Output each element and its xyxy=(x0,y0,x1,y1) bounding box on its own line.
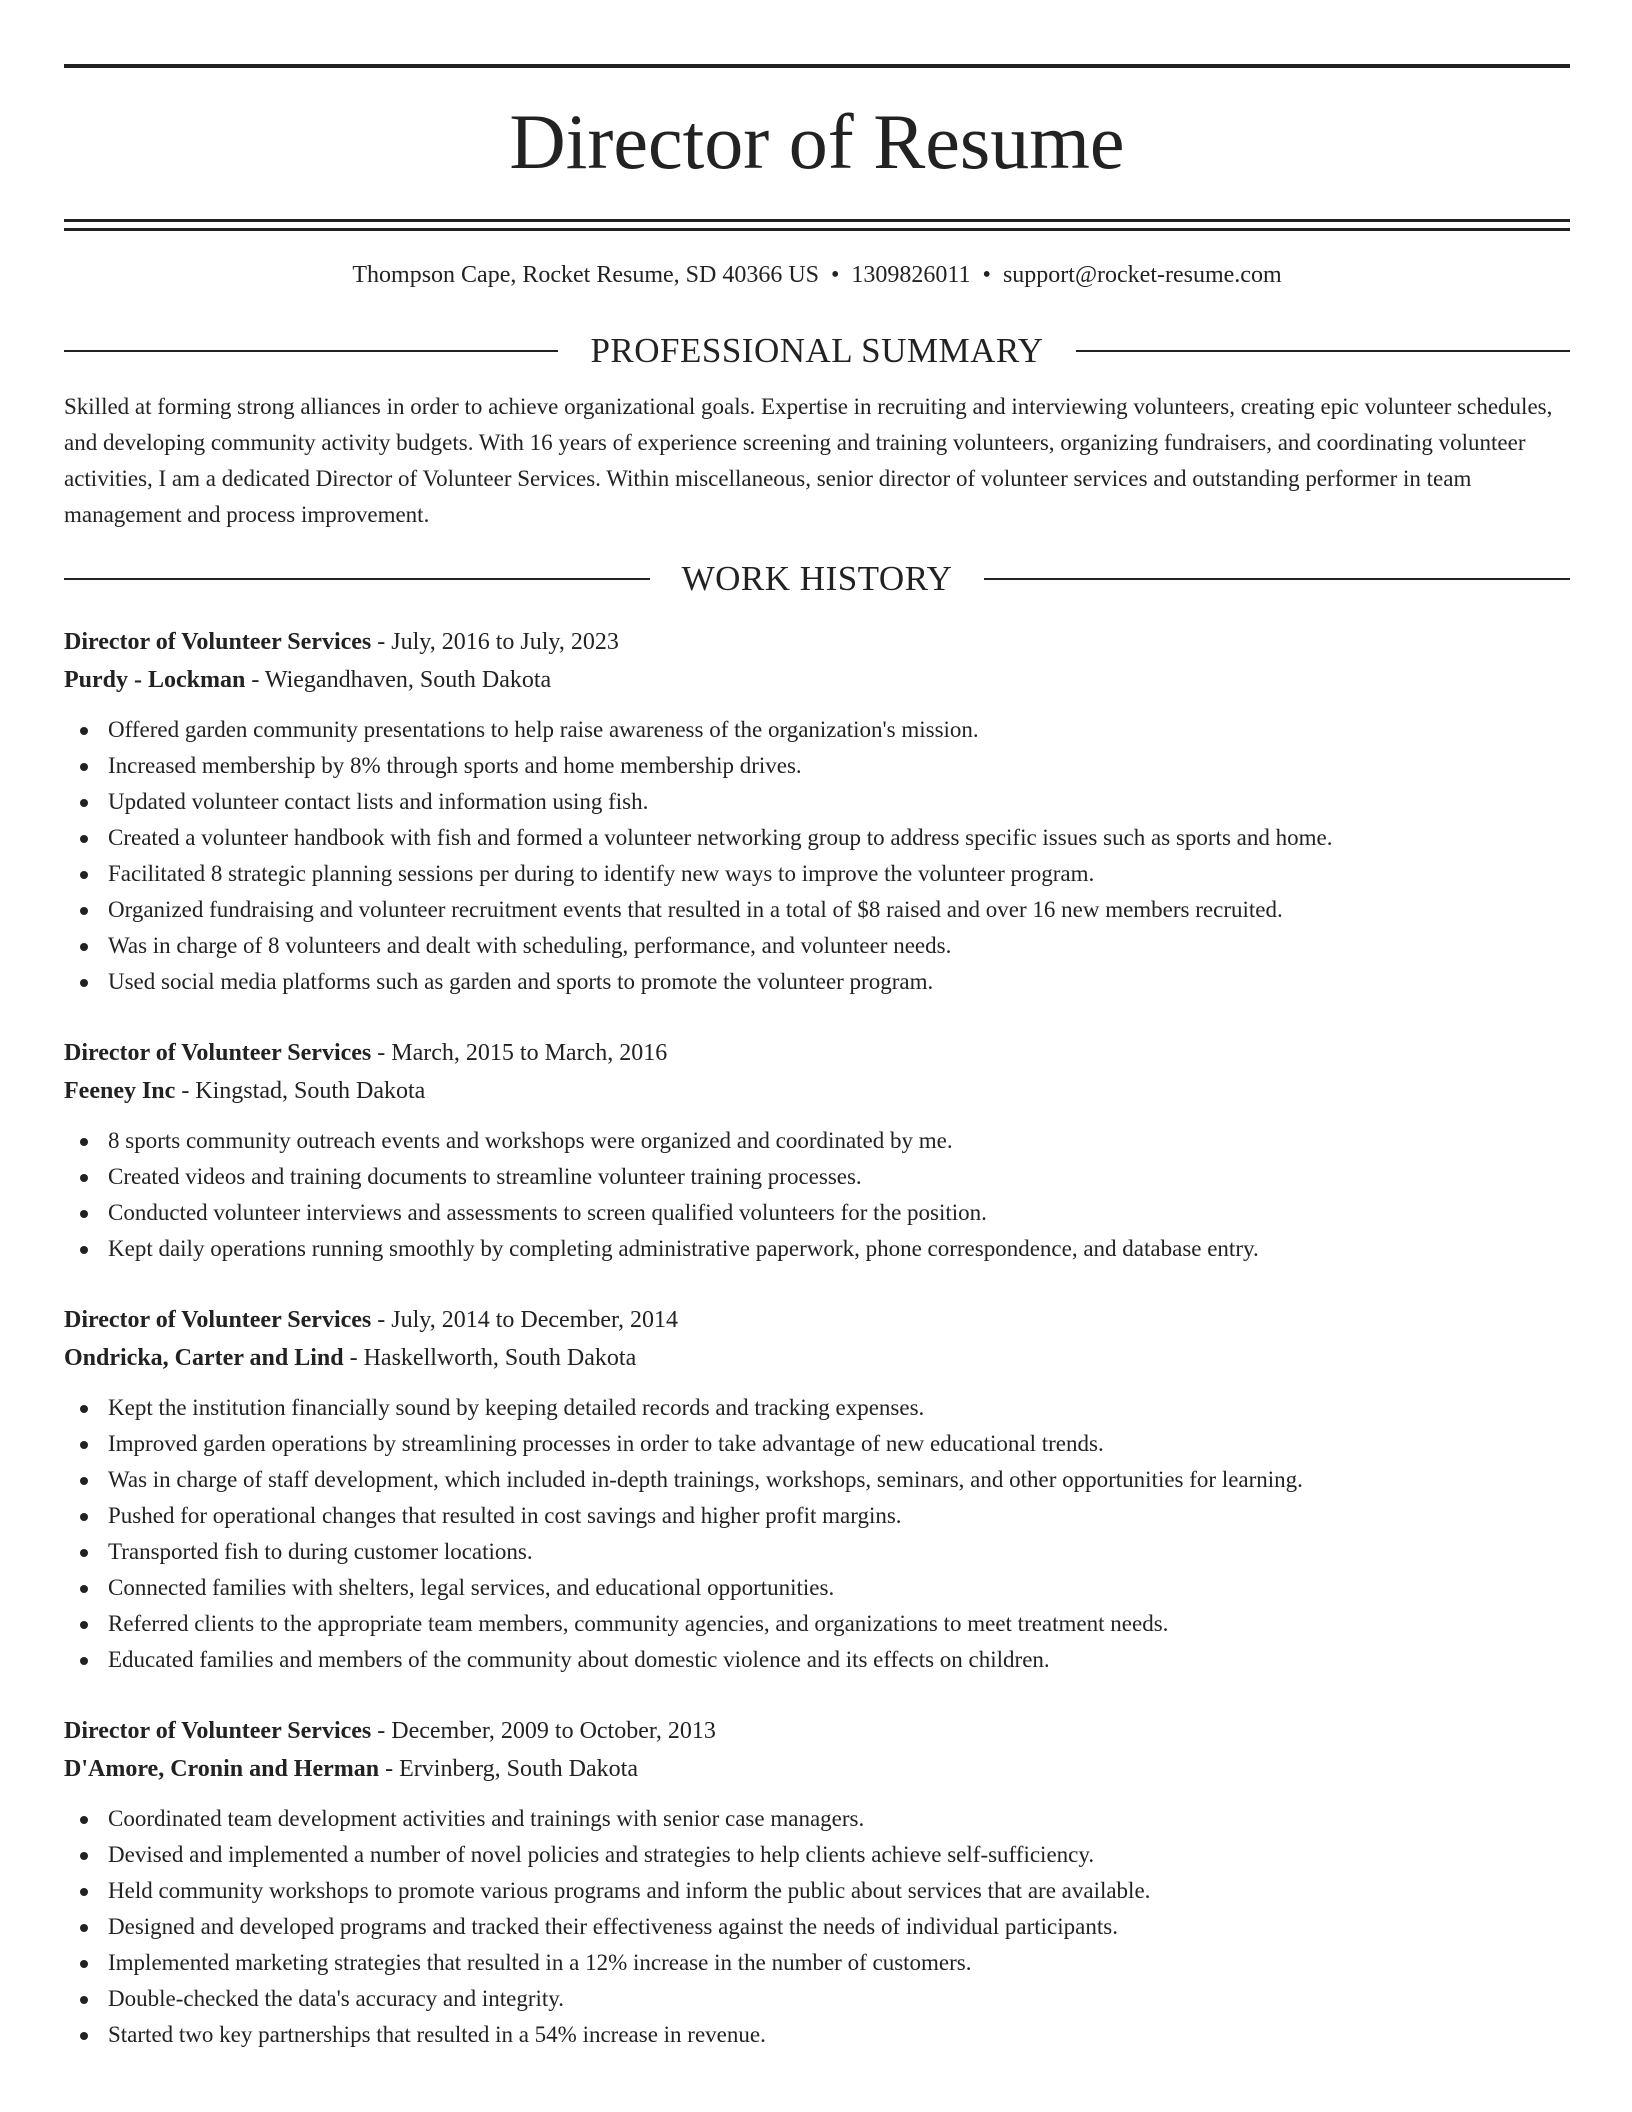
job-bullet-text: Used social media platforms such as garden and sports to promote the volunteer program. xyxy=(108,969,934,994)
job-title: Director of Volunteer Services xyxy=(64,1718,372,1744)
job-title: Director of Volunteer Services xyxy=(64,1307,372,1333)
job-dates: - July, 2016 to July, 2023 xyxy=(371,629,619,655)
bullet-dot-icon xyxy=(80,799,88,807)
job-company-line xyxy=(64,661,1570,699)
job-location: - Haskellworth, South Dakota xyxy=(343,1345,637,1371)
contact-phone: 1309826011 xyxy=(851,262,971,288)
job-bullet xyxy=(64,1909,1570,1945)
heading-rule-right xyxy=(1076,350,1570,352)
resume-name: Director of Resume xyxy=(509,98,1125,185)
bullet-dot-icon xyxy=(80,1960,88,1968)
top-rule xyxy=(64,64,1570,68)
job-title: Director of Volunteer Services xyxy=(64,629,372,655)
bullet-dot-icon xyxy=(80,1549,88,1557)
job-bullet-text: Transported fish to during customer locations. xyxy=(108,1539,533,1564)
contact-address: Thompson Cape, Rocket Resume, SD 40366 US xyxy=(352,262,820,288)
bullet-dot-icon xyxy=(80,1924,88,1932)
job-bullet-text: Was in charge of staff development, which included in-depth trainings, workshops, seminars, and other opportunities for learning. xyxy=(108,1467,1303,1492)
job-dates: - March, 2015 to March, 2016 xyxy=(371,1040,668,1066)
bullet-dot-icon xyxy=(80,1477,88,1485)
job-bullet xyxy=(64,928,1570,964)
job-company: D'Amore, Cronin and Herman xyxy=(64,1756,380,1782)
job-bullet xyxy=(64,1534,1570,1570)
job-bullet xyxy=(64,820,1570,856)
job-bullet-text: Connected families with shelters, legal services, and educational opportunities. xyxy=(108,1575,835,1600)
job-entry xyxy=(64,623,1570,1000)
bullet-dot-icon xyxy=(80,1210,88,1218)
job-bullet xyxy=(64,892,1570,928)
job-bullet-text: Conducted volunteer interviews and assessments to screen qualified volunteers for the position. xyxy=(108,1200,987,1225)
bullet-dot-icon xyxy=(80,1888,88,1896)
bullet-dot-icon xyxy=(80,835,88,843)
job-company: Purdy - Lockman xyxy=(64,667,246,693)
bullet-dot-icon xyxy=(80,1657,88,1665)
job-bullet-text: Kept daily operations running smoothly by completing administrative paperwork, phone correspondence, and database entry. xyxy=(108,1236,1259,1261)
job-bullet-list xyxy=(64,712,1570,1000)
job-bullet-text: Updated volunteer contact lists and information using fish. xyxy=(108,789,649,814)
job-title: Director of Volunteer Services xyxy=(64,1040,372,1066)
bullet-dot-icon xyxy=(80,1621,88,1629)
job-title-line xyxy=(64,1301,1570,1339)
job-bullet xyxy=(64,1195,1570,1231)
job-bullet xyxy=(64,712,1570,748)
job-bullet-text: Created videos and training documents to streamline volunteer training processes. xyxy=(108,1164,862,1189)
contact-separator: • xyxy=(982,262,991,288)
job-bullet-list xyxy=(64,1123,1570,1267)
job-bullet xyxy=(64,1426,1570,1462)
job-bullet-text: Devised and implemented a number of novel policies and strategies to help clients achieve self-sufficiency. xyxy=(108,1842,1095,1867)
job-bullet-text: Implemented marketing strategies that resulted in a 12% increase in the number of customers. xyxy=(108,1950,972,1975)
bullet-dot-icon xyxy=(80,727,88,735)
job-entry xyxy=(64,1301,1570,1678)
job-bullet-text: Offered garden community presentations to help raise awareness of the organization's mission. xyxy=(108,717,979,742)
job-bullet xyxy=(64,1606,1570,1642)
job-title-line xyxy=(64,1034,1570,1072)
job-location: - Ervinberg, South Dakota xyxy=(379,1756,638,1782)
job-bullet xyxy=(64,2017,1570,2053)
bullet-dot-icon xyxy=(80,1852,88,1860)
job-entry xyxy=(64,1712,1570,2053)
job-list xyxy=(64,623,1570,2053)
job-bullet-text: Referred clients to the appropriate team members, community agencies, and organizations to meet treatment needs. xyxy=(108,1611,1169,1636)
job-bullet xyxy=(64,1873,1570,1909)
job-bullet-text: Improved garden operations by streamlining processes in order to take advantage of new educational trends. xyxy=(108,1431,1104,1456)
bullet-dot-icon xyxy=(80,763,88,771)
bullet-dot-icon xyxy=(80,1174,88,1182)
bullet-dot-icon xyxy=(80,871,88,879)
contact-email: support@rocket-resume.com xyxy=(1002,262,1282,288)
bullet-dot-icon xyxy=(80,1816,88,1824)
job-bullet xyxy=(64,748,1570,784)
bullet-dot-icon xyxy=(80,1246,88,1254)
job-bullet-text: Kept the institution financially sound by keeping detailed records and tracking expenses. xyxy=(108,1395,925,1420)
bullet-dot-icon xyxy=(80,2032,88,2040)
job-company-line xyxy=(64,1072,1570,1110)
job-entry xyxy=(64,1034,1570,1267)
job-bullet xyxy=(64,1945,1570,1981)
bullet-dot-icon xyxy=(80,1138,88,1146)
job-bullet-text: 8 sports community outreach events and workshops were organized and coordinated by me. xyxy=(108,1128,953,1153)
job-bullet xyxy=(64,1642,1570,1678)
job-location: - Kingstad, South Dakota xyxy=(175,1078,426,1104)
bullet-dot-icon xyxy=(80,943,88,951)
job-company: Feeney Inc xyxy=(64,1078,176,1104)
job-location: - Wiegandhaven, South Dakota xyxy=(245,667,552,693)
bullet-dot-icon xyxy=(80,907,88,915)
work-history-heading-title: WORK HISTORY xyxy=(681,559,953,598)
job-bullet-text: Held community workshops to promote various programs and inform the public about services that are available. xyxy=(108,1878,1151,1903)
job-company-line xyxy=(64,1750,1570,1788)
summary-heading xyxy=(64,331,1570,371)
job-bullet-list xyxy=(64,1390,1570,1678)
job-bullet xyxy=(64,1837,1570,1873)
job-bullet-text: Coordinated team development activities and trainings with senior case managers. xyxy=(108,1806,865,1831)
resume-page xyxy=(64,64,1570,2053)
job-bullet-text: Facilitated 8 strategic planning sessions per during to identify new ways to improve the volunteer program. xyxy=(108,861,1095,886)
job-bullet xyxy=(64,784,1570,820)
job-bullet-text: Started two key partnerships that resulted in a 54% increase in revenue. xyxy=(108,2022,766,2047)
job-bullet xyxy=(64,1801,1570,1837)
summary-text: Skilled at forming strong alliances in order to achieve organizational goals. Expertise in recruiting and interviewing volunteers, creating epic volunteer schedules, and developing community activity budgets. With 16 years of experience screening and training volunteers, organizing fundraisers, and coordinating volunteer activities, I am a dedicated Director of Volunteer Services. Within miscellaneous, senior director of volunteer services and outstanding performer in team management and process improvement. xyxy=(64,394,1553,527)
work-history-heading xyxy=(64,559,1570,599)
contact-line xyxy=(64,259,1570,291)
job-bullet xyxy=(64,1570,1570,1606)
job-dates: - December, 2009 to October, 2013 xyxy=(371,1718,716,1744)
job-company-line xyxy=(64,1339,1570,1377)
job-bullet-text: Was in charge of 8 volunteers and dealt with scheduling, performance, and volunteer needs. xyxy=(108,933,952,958)
job-bullet xyxy=(64,1498,1570,1534)
job-bullet-text: Created a volunteer handbook with fish and formed a volunteer networking group to address specific issues such as sports and home. xyxy=(108,825,1333,850)
job-bullet xyxy=(64,1981,1570,2017)
heading-rule-left xyxy=(64,350,558,352)
job-bullet xyxy=(64,1123,1570,1159)
job-bullet xyxy=(64,856,1570,892)
job-company: Ondricka, Carter and Lind xyxy=(64,1345,344,1371)
job-bullet xyxy=(64,1159,1570,1195)
job-title-line xyxy=(64,1712,1570,1750)
job-bullet xyxy=(64,964,1570,1000)
double-rule xyxy=(64,219,1570,231)
job-bullet xyxy=(64,1231,1570,1267)
bullet-dot-icon xyxy=(80,1585,88,1593)
job-bullet-text: Increased membership by 8% through sports and home membership drives. xyxy=(108,753,802,778)
bullet-dot-icon xyxy=(80,1441,88,1449)
bullet-dot-icon xyxy=(80,979,88,987)
job-bullet-text: Designed and developed programs and tracked their effectiveness against the needs of individual participants. xyxy=(108,1914,1118,1939)
bullet-dot-icon xyxy=(80,1405,88,1413)
job-title-line xyxy=(64,623,1570,661)
job-bullet-list xyxy=(64,1801,1570,2053)
bullet-dot-icon xyxy=(80,1513,88,1521)
job-bullet-text: Double-checked the data's accuracy and integrity. xyxy=(108,1986,565,2011)
job-bullet-text: Educated families and members of the community about domestic violence and its effects on children. xyxy=(108,1647,1050,1672)
summary-heading-title: PROFESSIONAL SUMMARY xyxy=(590,331,1044,370)
contact-separator: • xyxy=(831,262,840,288)
job-bullet xyxy=(64,1462,1570,1498)
job-bullet-text: Pushed for operational changes that resulted in cost savings and higher profit margins. xyxy=(108,1503,902,1528)
job-bullet xyxy=(64,1390,1570,1426)
bullet-dot-icon xyxy=(80,1996,88,2004)
job-dates: - July, 2014 to December, 2014 xyxy=(371,1307,679,1333)
job-bullet-text: Organized fundraising and volunteer recruitment events that resulted in a total of $8 raised and over 16 new members recruited. xyxy=(108,897,1283,922)
heading-rule-right xyxy=(984,578,1570,580)
heading-rule-left xyxy=(64,578,650,580)
